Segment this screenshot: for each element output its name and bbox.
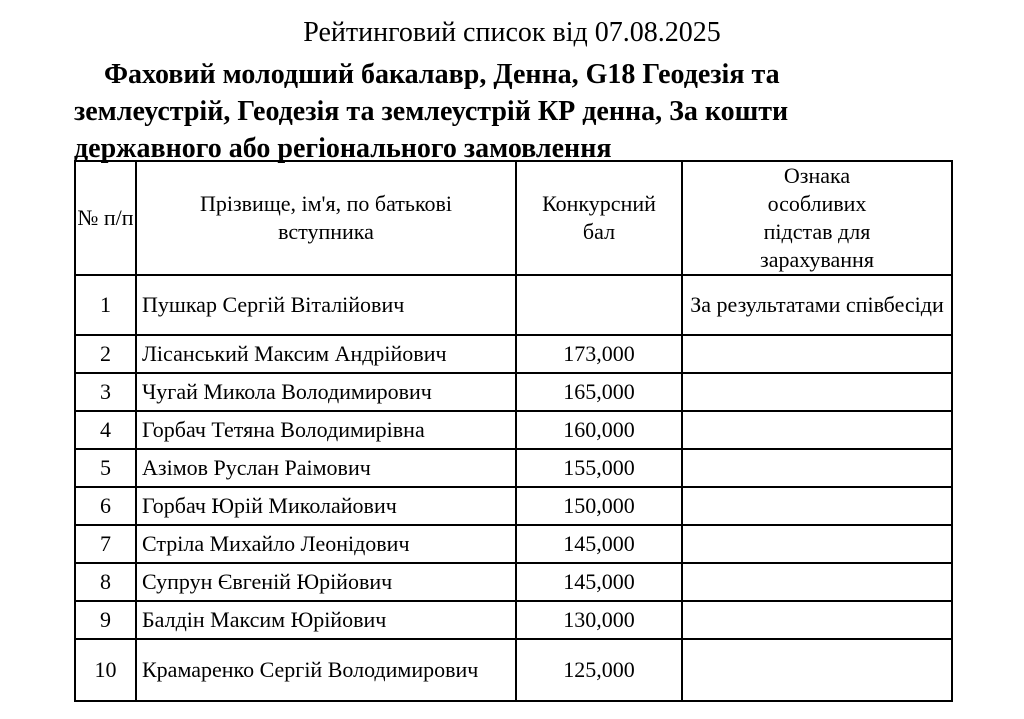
row-number: 4 (75, 411, 136, 449)
competitive-score: 150,000 (516, 487, 682, 525)
competitive-score: 145,000 (516, 525, 682, 563)
subtitle-line: державного або регіонального замовлення (74, 133, 612, 164)
subtitle-line: землеустрій, Геодезія та землеустрій КР денна, За кошти (74, 96, 789, 127)
applicant-name: Горбач Тетяна Володимирівна (136, 411, 516, 449)
table-row (75, 449, 952, 487)
special-grounds (682, 563, 952, 601)
table-row (75, 411, 952, 449)
row-number: 2 (75, 335, 136, 373)
header-num: № п/п (75, 161, 136, 275)
table-header-row (75, 161, 952, 275)
page-title: Рейтинговий список від 07.08.2025 (303, 17, 721, 48)
special-grounds (682, 601, 952, 639)
table-row (75, 487, 952, 525)
applicant-name: Стріла Михайло Леонідович (136, 525, 516, 563)
special-grounds (682, 525, 952, 563)
special-grounds: За результатами співбесіди (682, 275, 952, 335)
header-name: Прізвище, ім'я, по батькові вступника (136, 161, 516, 275)
competitive-score: 173,000 (516, 335, 682, 373)
applicant-name: Балдін Максим Юрійович (136, 601, 516, 639)
table-row (75, 373, 952, 411)
applicant-name: Супрун Євгеній Юрійович (136, 563, 516, 601)
rating-table (74, 160, 953, 702)
applicant-name: Горбач Юрій Миколайович (136, 487, 516, 525)
table-body (75, 275, 952, 701)
applicant-name: Чугай Микола Володимирович (136, 373, 516, 411)
table-row (75, 639, 952, 701)
applicant-name: Крамаренко Сергій Володимирович (136, 639, 516, 701)
competitive-score (516, 275, 682, 335)
applicant-name: Пушкар Сергій Віталійович (136, 275, 516, 335)
special-grounds (682, 373, 952, 411)
header-score: Конкурсний бал (516, 161, 682, 275)
competitive-score: 125,000 (516, 639, 682, 701)
special-grounds (682, 335, 952, 373)
special-grounds (682, 639, 952, 701)
row-number: 9 (75, 601, 136, 639)
page-subtitle (74, 56, 974, 167)
competitive-score: 130,000 (516, 601, 682, 639)
competitive-score: 145,000 (516, 563, 682, 601)
row-number: 5 (75, 449, 136, 487)
special-grounds (682, 449, 952, 487)
subtitle-line: Фаховий молодший бакалавр, Денна, G18 Геодезія та (104, 59, 780, 90)
table-row (75, 601, 952, 639)
row-number: 8 (75, 563, 136, 601)
row-number: 10 (75, 639, 136, 701)
row-number: 1 (75, 275, 136, 335)
applicant-name: Азімов Руслан Раімович (136, 449, 516, 487)
table-row (75, 275, 952, 335)
row-number: 3 (75, 373, 136, 411)
applicant-name: Лісанський Максим Андрійович (136, 335, 516, 373)
competitive-score: 155,000 (516, 449, 682, 487)
row-number: 7 (75, 525, 136, 563)
special-grounds (682, 411, 952, 449)
competitive-score: 160,000 (516, 411, 682, 449)
header-note: Ознака особливих підстав для зарахування (682, 161, 952, 275)
table-row (75, 563, 952, 601)
row-number: 6 (75, 487, 136, 525)
table-row (75, 525, 952, 563)
special-grounds (682, 487, 952, 525)
competitive-score: 165,000 (516, 373, 682, 411)
table-row (75, 335, 952, 373)
